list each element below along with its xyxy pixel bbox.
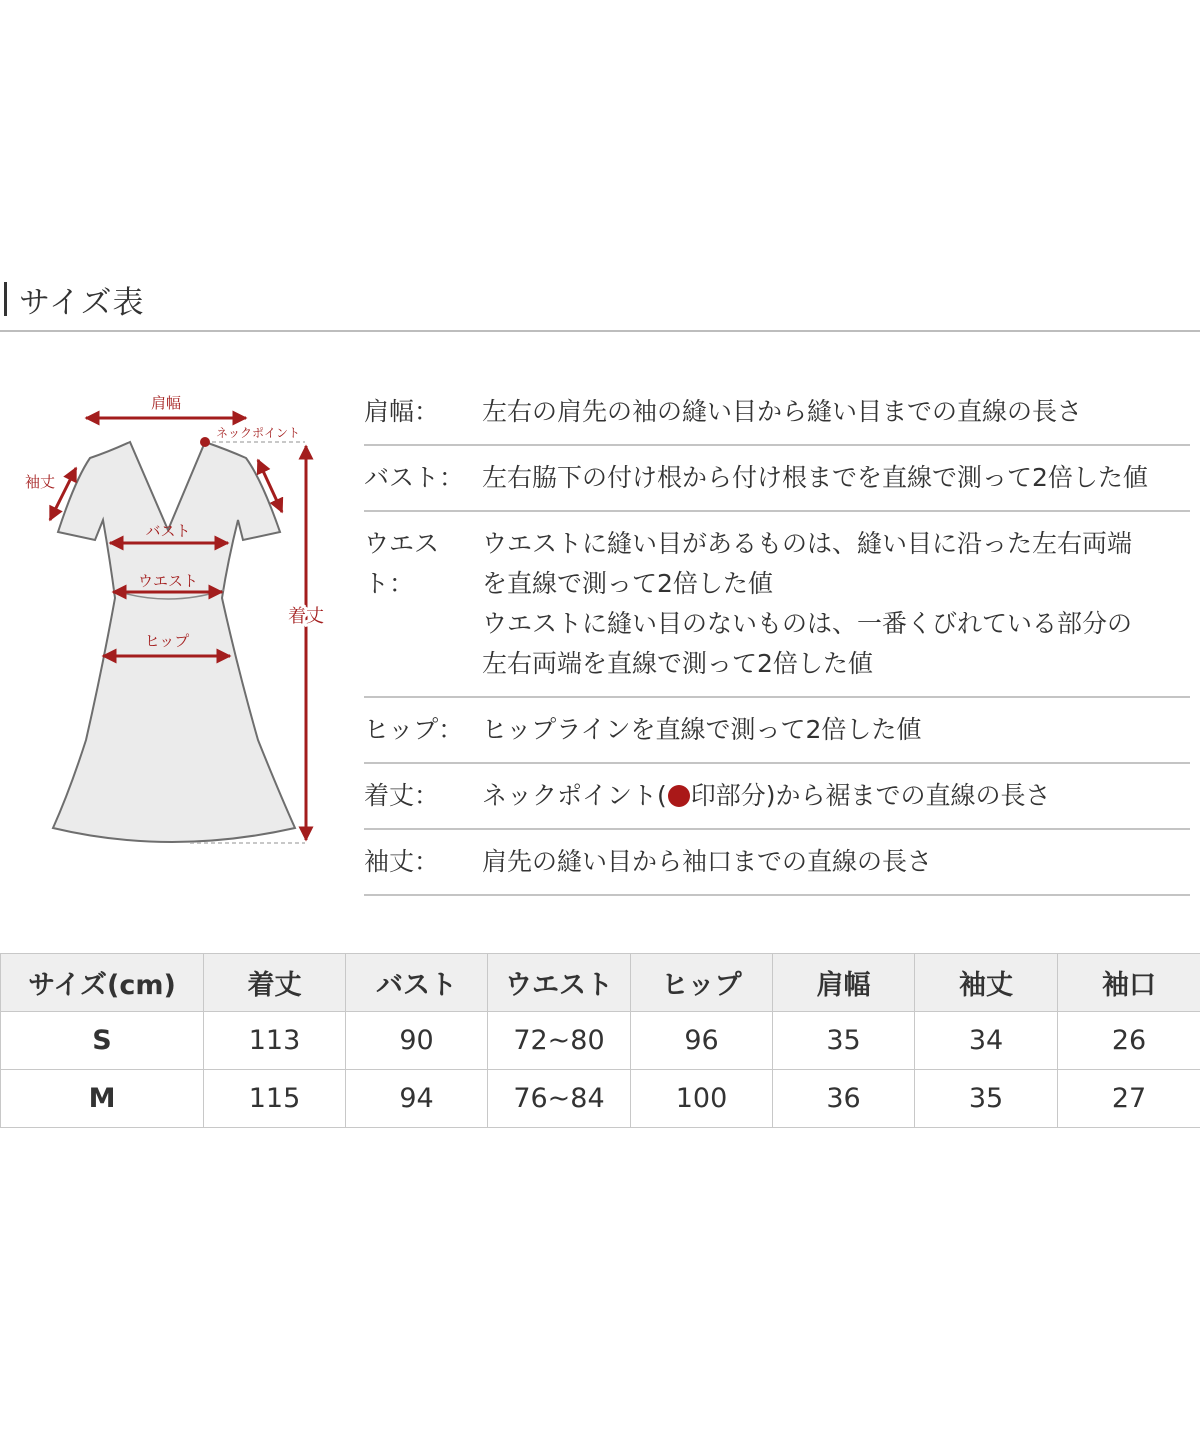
table-cell: 113 <box>204 1012 346 1070</box>
definition-text-part: 印部分)から裾までの直線の長さ <box>690 781 1051 810</box>
size-table <box>0 953 1200 1128</box>
definition-label: ヒップ： <box>364 715 464 744</box>
hip-label: ヒップ <box>144 632 190 650</box>
column-header-sleeve-length: 袖丈 <box>915 954 1058 1012</box>
sleeve-label: 袖丈 <box>24 473 56 491</box>
table-cell: 34 <box>915 1012 1058 1070</box>
definition-sleeve <box>364 830 1190 896</box>
waist-label: ウエスト <box>137 572 199 590</box>
column-header-length: 着丈 <box>204 954 346 1012</box>
neck-point-label: ネックポイント <box>215 426 301 440</box>
table-cell: 27 <box>1058 1070 1200 1128</box>
definition-text: ウエストに縫い目のないものは、一番くびれている部分の <box>482 609 1133 638</box>
definition-text: を直線で測って2倍した値 <box>482 569 773 598</box>
definition-bust <box>364 446 1190 512</box>
definition-label: 肩幅： <box>364 397 440 426</box>
column-header-waist: ウエスト <box>488 954 631 1012</box>
table-cell: 100 <box>631 1070 773 1128</box>
shoulder-label: 肩幅 <box>150 394 182 412</box>
neck-point-dot <box>200 437 210 447</box>
table-cell: 26 <box>1058 1012 1200 1070</box>
definition-hip <box>364 698 1190 764</box>
table-cell: 96 <box>631 1012 773 1070</box>
dress-measurement-diagram <box>0 380 345 860</box>
definition-length <box>364 764 1190 830</box>
column-header-cuff: 袖口 <box>1058 954 1200 1012</box>
table-header-row <box>1 954 1200 1012</box>
size-cell: M <box>1 1070 204 1128</box>
definition-label: バスト： <box>364 463 465 492</box>
definition-text: 左右両端を直線で測って2倍した値 <box>482 649 873 678</box>
definition-text-part: ネックポイント( <box>482 781 667 810</box>
table-cell: 115 <box>204 1070 346 1128</box>
table-cell: 72~80 <box>488 1012 631 1070</box>
page-title: サイズ表 <box>19 284 145 321</box>
table-cell: 94 <box>346 1070 488 1128</box>
definition-waist <box>364 512 1190 698</box>
length-label: 着丈 <box>288 606 324 627</box>
table-cell: 36 <box>773 1070 915 1128</box>
bust-label: バスト <box>145 522 191 540</box>
definition-label: 着丈： <box>364 781 440 810</box>
definition-text: ヒップラインを直線で測って2倍した値 <box>482 715 922 744</box>
definition-text: 左右脇下の付け根から付け根までを直線で測って2倍した値 <box>482 463 1148 492</box>
title-accent-bar <box>4 282 7 316</box>
table-cell: 35 <box>773 1012 915 1070</box>
section-header <box>0 276 145 322</box>
definition-text: 左右の肩先の袖の縫い目から縫い目までの直線の長さ <box>482 397 1083 426</box>
definition-label: 袖丈： <box>364 847 440 876</box>
table-cell: 76~84 <box>488 1070 631 1128</box>
table-row <box>1 1070 1200 1128</box>
definition-shoulder <box>364 380 1190 446</box>
table-row <box>1 1012 1200 1070</box>
size-cell: S <box>1 1012 204 1070</box>
table-cell: 90 <box>346 1012 488 1070</box>
table-cell: 35 <box>915 1070 1058 1128</box>
column-header-size: サイズ(cm) <box>1 954 204 1012</box>
definition-label: ウエスト： <box>364 529 440 598</box>
measurement-definitions <box>364 380 1190 896</box>
column-header-hip: ヒップ <box>631 954 773 1012</box>
column-header-shoulder: 肩幅 <box>773 954 915 1012</box>
title-divider <box>0 330 1200 332</box>
neck-point-marker-icon <box>668 785 690 807</box>
definition-text: 肩先の縫い目から袖口までの直線の長さ <box>482 847 933 876</box>
definition-text: ウエストに縫い目があるものは、縫い目に沿った左右両端 <box>482 529 1133 558</box>
column-header-bust: バスト <box>346 954 488 1012</box>
definition-text <box>482 776 1190 816</box>
